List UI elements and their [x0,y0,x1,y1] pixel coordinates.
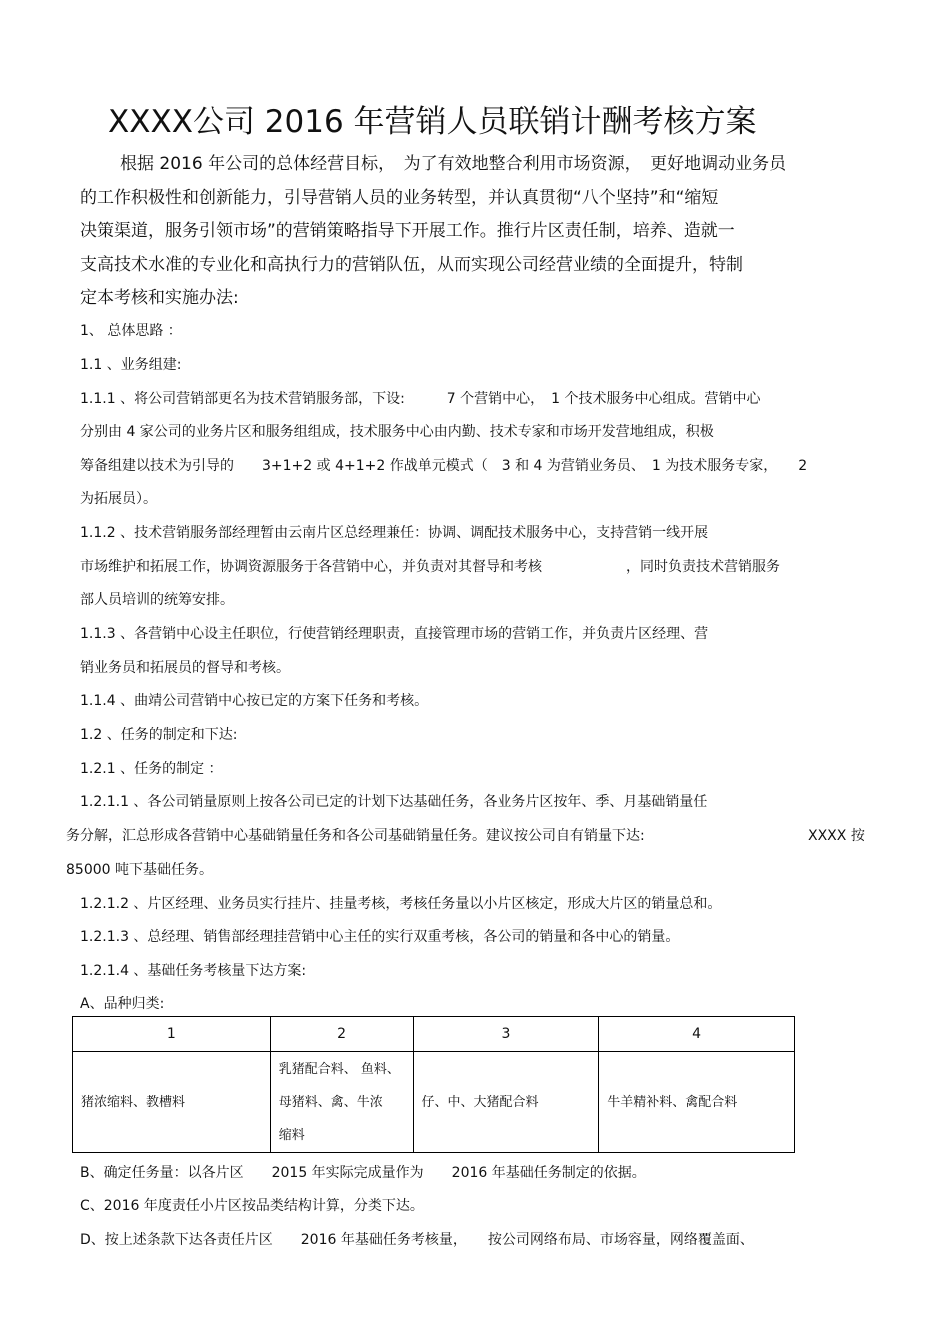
item-c: C、2016 年度责任小片区按品类结构计算，分类下达。 [80,1198,424,1214]
item-d: D、按上述条款下达各责任片区 2016 年基础任务考核量， 按公司网络布局、市场容量，网络覆盖面、 [80,1232,754,1248]
table-header-cell: 1 [73,1017,271,1052]
intro-line: 支高技术水准的专业化和高执行力的营销队伍，从而实现公司经营业绩的全面提升，特制 [80,255,743,275]
paragraph-1-2-1-2: 1.2.1.2 、片区经理、业务员实行挂片、挂量考核，考核任务量以小片区核定，形成大片区的销量总和。 [80,896,722,912]
intro-line: 决策渠道，服务引领市场”的营销策略指导下开展工作。推行片区责任制，培养、造就一 [80,221,735,241]
paragraph-1-2-1-1: 85000 吨下基础任务。 [66,862,213,878]
section-heading-1: 1、 总体思路 ： [80,323,182,339]
paragraph-1-2-1-4: 1.2.1.4 、基础任务考核量下达方案: [80,963,307,979]
paragraph-1-1-3: 销业务员和拓展员的督导和考核。 [80,660,290,676]
intro-line: 定本考核和实施办法: [80,288,239,308]
table-row [73,1052,795,1153]
paragraph-1-1-1: 筹备组建以技术为引导的 3+1+2 或 4+1+2 作战单元模式（ 3 和 4 为营销业务员、 1 为技术服务专家， 2 [80,458,808,474]
paragraph-1-2-1-1: 1.2.1.1 、各公司销量原则上按各公司已定的计划下达基础任务，各业务片区按年、季、月基础销量任 [80,794,708,810]
paragraph-1-2-1-1: XXXX 按 [808,828,865,844]
paragraph-1-1-4: 1.1.4 、曲靖公司营销中心按已定的方案下任务和考核。 [80,693,429,709]
document-title: XXXX公司 2016 年营销人员联销计酬考核方案 [108,104,757,140]
paragraph-1-1-3: 1.1.3 、各营销中心设主任职位，行使营销经理职责，直接管理市场的营销工作，并负责片区经理、营 [80,626,709,642]
paragraph-1-1-1: 1.1.1 、将公司营销部更名为技术营销服务部，下设: 7 个营销中心， 1 个技术服务中心组成。营销中心 [80,391,761,407]
section-heading-1-2: 1.2 、任务的制定和下达: [80,727,238,743]
paragraph-1-1-2: 市场维护和拓展工作，协调资源服务于各营销中心，并负责对其督导和考核 ，同时负责技术营销服务 [80,559,780,575]
intro-line: 的工作积极性和创新能力，引导营销人员的业务转型，并认真贯彻“八个坚持”和“缩短 [80,188,719,208]
section-heading-1-2-1: 1.2.1 、任务的制定 ： [80,761,223,777]
table-cell: 牛羊精补料、禽配合料 [599,1052,795,1153]
table-cell-line: 母猪料、禽、牛浓 [278,1094,383,1110]
paragraph-1-1-2: 1.1.2 、技术营销服务部经理暂由云南片区总经理兼任：协调、调配技术服务中心，支持营销一线开展 [80,525,709,541]
paragraph-1-1-2: 部人员培训的统筹安排。 [80,592,234,608]
table-cell-line: 缩料 [278,1127,305,1143]
table-header-cell: 3 [413,1017,599,1052]
paragraph-1-2-1-3: 1.2.1.3 、总经理、销售部经理挂营销中心主任的实行双重考核，各公司的销量和各中心的销量。 [80,929,680,945]
table-header-row [73,1017,795,1052]
table-cell: 猪浓缩料、教槽料 [73,1052,271,1153]
category-table [72,1016,795,1153]
section-heading-1-1: 1.1 、业务组建: [80,357,182,373]
table-header-cell: 4 [599,1017,795,1052]
intro-line: 根据 2016 年公司的总体经营目标， 为了有效地整合利用市场资源， 更好地调动业务员 [120,154,787,174]
paragraph-1-1-1: 分别由 4 家公司的业务片区和服务组组成，技术服务中心由内勤、技术专家和市场开发营地组成，积极 [80,424,714,440]
table-cell: 仔、中、大猪配合料 [413,1052,599,1153]
table-header-cell: 2 [270,1017,413,1052]
item-b: B、确定任务量：以各片区 2015 年实际完成量作为 2016 年基础任务制定的依据。 [80,1165,646,1181]
paragraph-1-1-1: 为拓展员）。 [80,491,157,507]
table-cell-line: 乳猪配合料、 鱼料、 [278,1061,400,1077]
paragraph-1-2-1-1: 务分解，汇总形成各营销中心基础销量任务和各公司基础销量任务。建议按公司自有销量下达: [66,828,645,844]
item-a: A、品种归类: [80,996,165,1012]
table-cell [270,1052,413,1153]
